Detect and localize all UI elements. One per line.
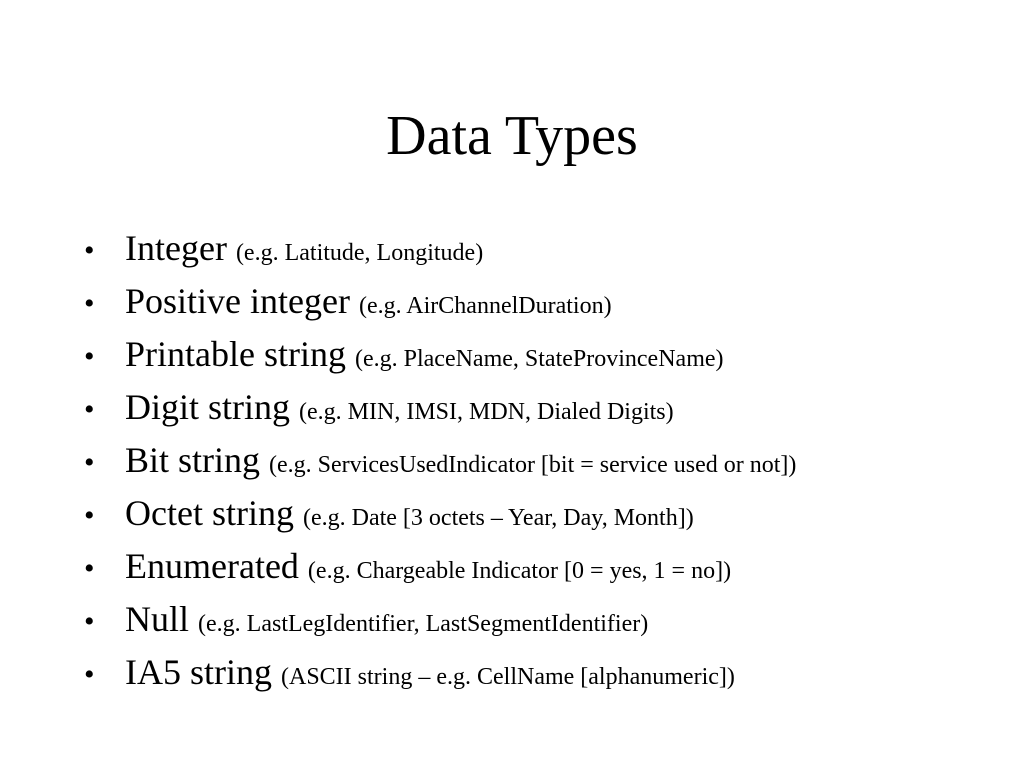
data-type-term: Bit string (125, 440, 261, 480)
bullet-icon: • (84, 552, 95, 585)
bullet-icon: • (84, 287, 95, 320)
bullet-list (84, 222, 796, 699)
data-type-term: Digit string (125, 387, 291, 427)
slide-title: Data Types (386, 105, 638, 167)
list-item (84, 646, 796, 699)
bullet-icon: • (84, 658, 95, 691)
list-item (84, 275, 796, 328)
data-type-example: (ASCII string – e.g. CellName [alphanumeric]) (281, 664, 735, 690)
list-item (84, 487, 796, 540)
bullet-icon: • (84, 393, 95, 426)
data-type-example: (e.g. ServicesUsedIndicator [bit = service used or not]) (269, 452, 797, 478)
list-item (84, 593, 796, 646)
data-type-example: (e.g. AirChannelDuration) (358, 293, 612, 319)
data-type-example: (e.g. Date [3 octets – Year, Day, Month]) (302, 505, 694, 531)
list-item (84, 540, 796, 593)
data-type-term: IA5 string (125, 652, 272, 692)
data-type-example: (e.g. Latitude, Longitude) (235, 240, 484, 266)
data-type-example: (e.g. LastLegIdentifier, LastSegmentIdentifier) (198, 611, 649, 637)
bullet-icon: • (84, 605, 95, 638)
data-type-term: Enumerated (125, 546, 299, 586)
data-type-example: (e.g. PlaceName, StateProvinceName) (354, 346, 724, 372)
data-type-term: Octet string (125, 493, 294, 533)
data-type-term: Printable string (125, 334, 346, 374)
list-item (84, 381, 796, 434)
bullet-icon: • (84, 234, 95, 267)
list-item (84, 328, 796, 381)
bullet-icon: • (84, 446, 95, 479)
data-type-term: Positive integer (125, 281, 350, 321)
bullet-icon: • (84, 499, 95, 532)
list-item (84, 222, 796, 275)
data-type-term: Integer (125, 228, 227, 268)
list-item (84, 434, 796, 487)
data-type-example: (e.g. Chargeable Indicator [0 = yes, 1 = no]) (307, 558, 732, 584)
data-type-example: (e.g. MIN, IMSI, MDN, Dialed Digits) (299, 399, 674, 425)
data-type-term: Null (125, 599, 190, 639)
bullet-icon: • (84, 340, 95, 373)
